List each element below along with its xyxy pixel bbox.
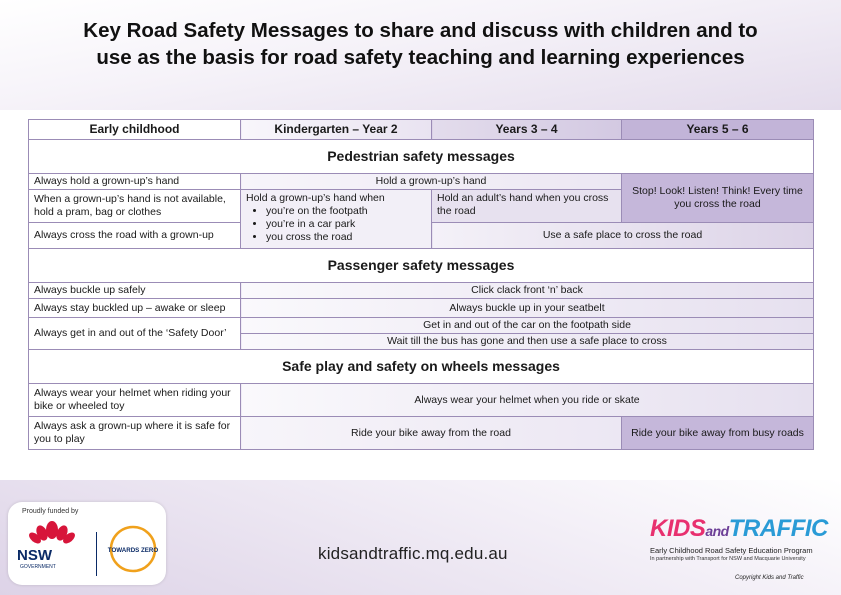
copyright: Copyright Kids and Traffic [735, 575, 804, 581]
table-row [29, 283, 814, 299]
kids-and-traffic-logo [650, 515, 828, 543]
page-title [30, 17, 811, 71]
column-header: Early childhood [29, 120, 241, 140]
table-cell-list [241, 190, 432, 249]
road-safety-table [28, 119, 814, 450]
table-cell: Always cross the road with a grown-up [29, 223, 241, 249]
logo-traffic: TRAFFIC [728, 515, 828, 542]
table-cell: Wait till the bus has gone and then use a safe place to cross [241, 334, 814, 350]
table-row [29, 318, 814, 334]
table-cell: Always wear your helmet when riding your bike or wheeled toy [29, 384, 241, 417]
section-heading-pedestrian: Pedestrian safety messages [29, 140, 814, 174]
table-cell: Hold a grown-up’s hand [241, 174, 622, 190]
section-heading-passenger: Passenger safety messages [29, 249, 814, 283]
table-row [29, 384, 814, 417]
program-name: Early Childhood Road Safety Education Program [650, 546, 813, 555]
list-intro: Hold a grown-up’s hand when [246, 192, 385, 204]
table-cell: Always get in and out of the ‘Safety Door’ [29, 318, 241, 350]
table-cell: Always buckle up safely [29, 283, 241, 299]
table-cell: Use a safe place to cross the road [432, 223, 814, 249]
table-row [29, 174, 814, 190]
logo-and: and [705, 523, 729, 539]
table-cell: Hold an adult’s hand when you cross the road [432, 190, 622, 223]
towards-zero-text: TOWARDS ZERO [107, 547, 159, 554]
section-row [29, 140, 814, 174]
waratah-icon [22, 516, 82, 548]
table-cell: Stop! Look! Listen! Think! Every time you cross the road [622, 174, 814, 223]
table-cell: When a grown-up’s hand is not available, hold a pram, bag or clothes [29, 190, 241, 223]
logo-divider [96, 532, 97, 576]
table-row [29, 299, 814, 318]
table-cell: Always buckle up in your seatbelt [241, 299, 814, 318]
column-header: Years 5 – 6 [622, 120, 814, 140]
partnership-note: In partnership with Transport for NSW and Macquarie University [650, 556, 806, 562]
table-cell: Get in and out of the car on the footpath side [241, 318, 814, 334]
title-line-1: Key Road Safety Messages to share and discuss with children and to [83, 19, 758, 42]
column-header: Years 3 – 4 [432, 120, 622, 140]
list-item: • you’re in a car park [266, 218, 426, 231]
table-cell: Ride your bike away from busy roads [622, 417, 814, 450]
section-row [29, 350, 814, 384]
table-cell: Always ask a grown-up where it is safe for you to play [29, 417, 241, 450]
title-line-2: use as the basis for road safety teaching and learning experiences [96, 46, 745, 69]
section-heading-play: Safe play and safety on wheels messages [29, 350, 814, 384]
list-item: • you cross the road [266, 231, 426, 244]
website-url[interactable]: kidsandtraffic.mq.edu.au [318, 544, 508, 563]
table-cell: Click clack front ‘n’ back [241, 283, 814, 299]
table-cell: Ride your bike away from the road [241, 417, 622, 450]
nsw-government-text: GOVERNMENT [20, 564, 56, 570]
table-cell: Always hold a grown-up’s hand [29, 174, 241, 190]
table-cell: Always stay buckled up – awake or sleep [29, 299, 241, 318]
nsw-logo-text: NSW [17, 547, 52, 564]
list-item: • you’re on the footpath [266, 205, 426, 218]
logo-kids: KIDS [650, 515, 706, 542]
section-row [29, 249, 814, 283]
table-row [29, 417, 814, 450]
funder-logo-box [8, 502, 166, 585]
bullet-list [246, 205, 426, 244]
table-cell: Always wear your helmet when you ride or skate [241, 384, 814, 417]
funded-by-label: Proudly funded by [22, 508, 79, 515]
table-header-row [29, 120, 814, 140]
column-header: Kindergarten – Year 2 [241, 120, 432, 140]
towards-zero-logo [106, 522, 160, 576]
